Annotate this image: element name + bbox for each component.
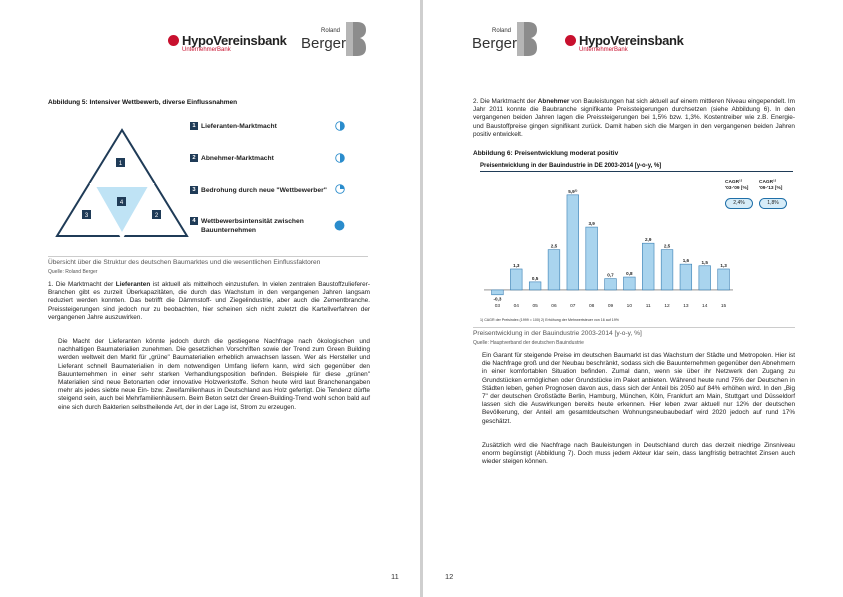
harvey-ball-full-icon <box>334 220 345 231</box>
hvb-logo-sub: UnternehmerBank <box>182 47 231 53</box>
rb-b-icon <box>516 21 538 57</box>
chart-value-label-05: 0,5 <box>531 275 539 281</box>
page-number-left: 11 <box>391 572 399 581</box>
chart-bar-04 <box>510 269 522 290</box>
para1-bold: Lieferanten <box>115 281 151 288</box>
para1-text-a: Die Marktmacht der <box>55 281 116 288</box>
legend-label-4-line2: Bauunternehmen <box>201 227 256 234</box>
chart-tick-label-05: 05 <box>532 304 538 309</box>
chart-value-label-09: 0,7 <box>607 272 614 278</box>
para-top-text-a: Die Marktmacht der <box>480 98 538 105</box>
figure-6-title: Abbildung 6: Preisentwicklung moderat positiv <box>473 150 619 157</box>
chart-value-label-07: 5,9²⁾ <box>568 188 578 194</box>
legend-num-2: 2 <box>190 154 198 162</box>
paragraph-interest-rates: Zusätzlich wird die Nachfrage nach Bauleistungen in Deutschland durch das derzeit niedrige Zinsniveau enorm begünstigt (Abbildung 7). Doch muss jedem Akteur klar sein, dass langfristig betrachtet Zinsen auch wieder steigen können. <box>482 442 795 466</box>
chart-bar-07 <box>567 195 579 290</box>
para1-text-b: ist aktuell als mittelhoch einzustufen. In vielen zentralen Baustoffzulieferer-Branchen gibt es zurzeit Überkapazitäten, die durch das Wachstum in den vergangenen Jahren langsam reduziert werden konnten. Das betrifft die Dämmstoff- und Ziegelindustrie, aber auch die Zementbranche. Preissteigerungen sind jedoch nur zu beobachten, hier scheinen sich nicht zuletzt die Kartellverfahren der vergangenen Jahre auszuwirken. <box>48 281 370 321</box>
cagr-label-1: CAGR¹⁾ '03-'09 [%] <box>725 180 749 191</box>
chart-bar-06 <box>548 250 560 290</box>
legend-item-1 <box>190 122 277 130</box>
legend-item-3 <box>190 186 327 194</box>
rb-logo-small: Roland <box>321 28 341 34</box>
legend-label-4-line1: Wettbewerbsintensität zwischen <box>201 218 304 225</box>
chart-value-label-13: 1,6 <box>682 258 690 264</box>
legend-label-1: Lieferanten-Marktmacht <box>201 122 277 130</box>
chart-tick-label-10: 10 <box>626 304 633 309</box>
chart-value-label-04: 1,3 <box>513 262 520 268</box>
para-top-text-b: von Bauleistungen hat sich aktuell auf einem mittleren Niveau eingependelt. Im Jahr 2011 konnte die Baubranche signifikante Preissteigerungen durchsetzen (siehe Abbildung 6). In den vergangenen beiden Jahren lagen die Preissteigerungen bei 1,5% bzw. 1,3%. Kostentreiber wie z.B. Energie- und Baustoffpreise gingen signifikant zurück. Damit haben sich die Margen in den vergangenen beiden Jahren positiv entwickelt. <box>473 98 795 138</box>
roland-berger-logo <box>301 28 347 52</box>
triangle-label-2: 2 <box>154 213 159 219</box>
triangle-label-4: 4 <box>119 200 124 206</box>
chart-bar-14 <box>699 266 711 290</box>
chart-bar-11 <box>642 243 654 290</box>
figure-6-caption: Preisentwicklung in der Bauindustrie 2003-2014 [y-o-y, %] <box>473 327 795 337</box>
figure-5-caption: Übersicht über die Struktur des deutschen Baumarktes und die wesentlichen Einflussfaktoren <box>48 256 368 266</box>
cagr-label-2: CAGR¹⁾ '09-'13 [%] <box>759 180 783 191</box>
hvb-logo-sub: UnternehmerBank <box>579 47 628 53</box>
chart-value-label-08: 3,9 <box>588 221 595 227</box>
triangle-label-3: 3 <box>84 213 89 219</box>
paragraph-suppliers <box>48 281 370 322</box>
chart-value-label-03: -0,3 <box>493 296 502 302</box>
chart-value-label-11: 2,9 <box>644 237 652 243</box>
hvb-mark-icon <box>168 35 179 46</box>
chart-value-label-14: 1,5 <box>701 259 708 265</box>
chart-value-label-10: 0,8 <box>626 271 633 277</box>
chart-tick-label-09: 09 <box>607 304 614 309</box>
harvey-ball-half-icon <box>335 153 345 163</box>
legend-num-4: 4 <box>190 217 198 225</box>
cagr-value-1: 2,4% <box>725 198 753 209</box>
paragraph-green-building: Die Macht der Lieferanten könnte jedoch durch die gestiegene Nachfrage nach ökologischen und nachhaltigen Baumaterialien zunehmen. Die gesetzlichen Vorschriften sowie der Trend zum Green Building werden weltweit den Markt für „grüne" Baumaterialien erheblich anwachsen lassen. Wer als Hersteller und Lieferant schnell Baumaterialien in dem notwendigen Umfang liefern kann, wird sich gegenüber den Bauunternehmen in einer sehr starken Verhandlungsposition befinden. Beispiele für diese „grünen" Materialien sind neue Betonarten oder innovative Holzwerkstoffe. Schon heute wird laut Branchenangaben mehr als jedes siebte neue Ein- bzw. Zweifamilienhaus in Deutschland aus Holz gefertigt. Die Tendenz dürfte steigend sein, auch bei Mehrfamilienhäusern. Beim Beton setzt der Green-Building-Trend wohl schon bald auf eine sich durch Bakterien selbstheilende Art, der in der Lage ist, Strom zu erzeugen. <box>58 338 370 411</box>
list-number-2: 2. <box>473 98 479 105</box>
chart-tick-label-14: 14 <box>702 304 708 309</box>
hypovereinsbank-logo <box>565 33 684 53</box>
list-number-1: 1. <box>48 281 54 288</box>
legend-num-1: 1 <box>190 122 198 130</box>
chart-tick-label-12: 12 <box>664 304 670 309</box>
legend-item-4 <box>190 217 304 235</box>
hvb-logo-text: HypoVereinsbank <box>182 33 287 48</box>
paragraph-buyers <box>473 98 795 139</box>
hvb-mark-icon <box>565 35 576 46</box>
chart-tick-label-11: 11 <box>645 304 651 309</box>
chart-tick-label-07: 07 <box>570 304 576 309</box>
rb-logo-text: Berger <box>301 35 347 52</box>
chart-value-label-06: 2,5 <box>550 243 558 249</box>
cagr-value-2: 1,8% <box>759 198 787 209</box>
chart-bar-15 <box>718 269 730 290</box>
harvey-ball-quarter-icon <box>335 184 345 194</box>
triangle-label-1: 1 <box>118 161 123 167</box>
legend-label-2: Abnehmer-Marktmacht <box>201 154 274 162</box>
chart-tick-label-08: 08 <box>588 304 595 309</box>
chart-tick-label-13: 13 <box>683 304 689 309</box>
chart-tick-label-15: 15 <box>720 304 727 309</box>
rb-logo-small: Roland <box>492 28 512 34</box>
chart-bar-05 <box>529 282 541 290</box>
chart-tick-label-06: 06 <box>551 304 557 309</box>
chart-bar-08 <box>586 227 598 290</box>
rb-logo-text: Berger <box>472 35 518 52</box>
chart-title: Preisentwicklung in der Bauindustrie in DE 2003-2014 [y-o-y, %] <box>480 163 793 172</box>
chart-tick-label-03: 03 <box>494 304 501 309</box>
chart-footnote: 1) CAGR der Preisindex (1999 = 100) 2) Erhöhung der Mehrwertsteuer von 16 auf 19% <box>480 318 619 322</box>
chart-bar-13 <box>680 264 692 290</box>
chart-tick-label-04: 04 <box>513 304 519 309</box>
hypovereinsbank-logo <box>168 33 287 53</box>
paragraph-urbanization: Ein Garant für steigende Preise im deutschen Baumarkt ist das Wachstum der Städte und Metropolen. Hier ist die Nachfrage groß und der Neubau beschränkt, sodass sich die Bauunternehmen gegenüber den Abnehmern in einer komfortablen Situation befinden. Zumal dann, wenn sie über ihr Netzwerk den Zugang zu Grundstücken ermöglichen oder Grundstücke im Paket anbieten. Während heute rund 75% der Deutschen in Städten leben, gehen Prognosen davon aus, dass sich der Anteil bis 2050 auf 84% erhöhen wird. In den „Big 7" der deutschen Großstädte Berlin, Hamburg, München, Köln, Frankfurt am Main, Stuttgart und Düsseldorf lassen sich die Auswirkungen bereits heute erkennen. Hier leben zwar aktuell nur 12% der deutschen Bevölkerung, der Anteil am gesamtdeutschen Wohnungsneubaubedarf wird 2020 jedoch auf rund 17% geschätzt. <box>482 352 795 425</box>
figure-5-source: Quelle: Roland Berger <box>48 269 98 275</box>
figure-5-title: Abbildung 5: Intensiver Wettbewerb, diverse Einflussnahmen <box>48 99 238 106</box>
chart-bar-09 <box>605 279 617 290</box>
hvb-logo-text: HypoVereinsbank <box>579 33 684 48</box>
rb-b-icon <box>345 21 367 57</box>
price-development-bar-chart <box>478 180 743 310</box>
chart-bar-10 <box>624 277 636 290</box>
page-left <box>0 0 420 597</box>
figure-6-source: Quelle: Hauptverband der deutschen Bauindustrie <box>473 340 584 346</box>
page-number-right: 12 <box>445 572 454 581</box>
legend-item-2 <box>190 154 274 162</box>
harvey-ball-half-icon <box>335 121 345 131</box>
chart-bar-03 <box>492 290 504 295</box>
para-top-bold: Abnehmer <box>537 98 570 105</box>
legend-num-3: 3 <box>190 186 198 194</box>
chart-value-label-12: 2,5 <box>663 243 671 249</box>
chart-value-label-15: 1,3 <box>720 262 727 268</box>
page-right <box>423 0 843 597</box>
roland-berger-logo <box>472 28 518 52</box>
chart-bar-12 <box>661 250 673 290</box>
market-forces-triangle <box>55 128 190 240</box>
legend-label-3: Bedrohung durch neue "Wettbewerber" <box>201 186 327 194</box>
